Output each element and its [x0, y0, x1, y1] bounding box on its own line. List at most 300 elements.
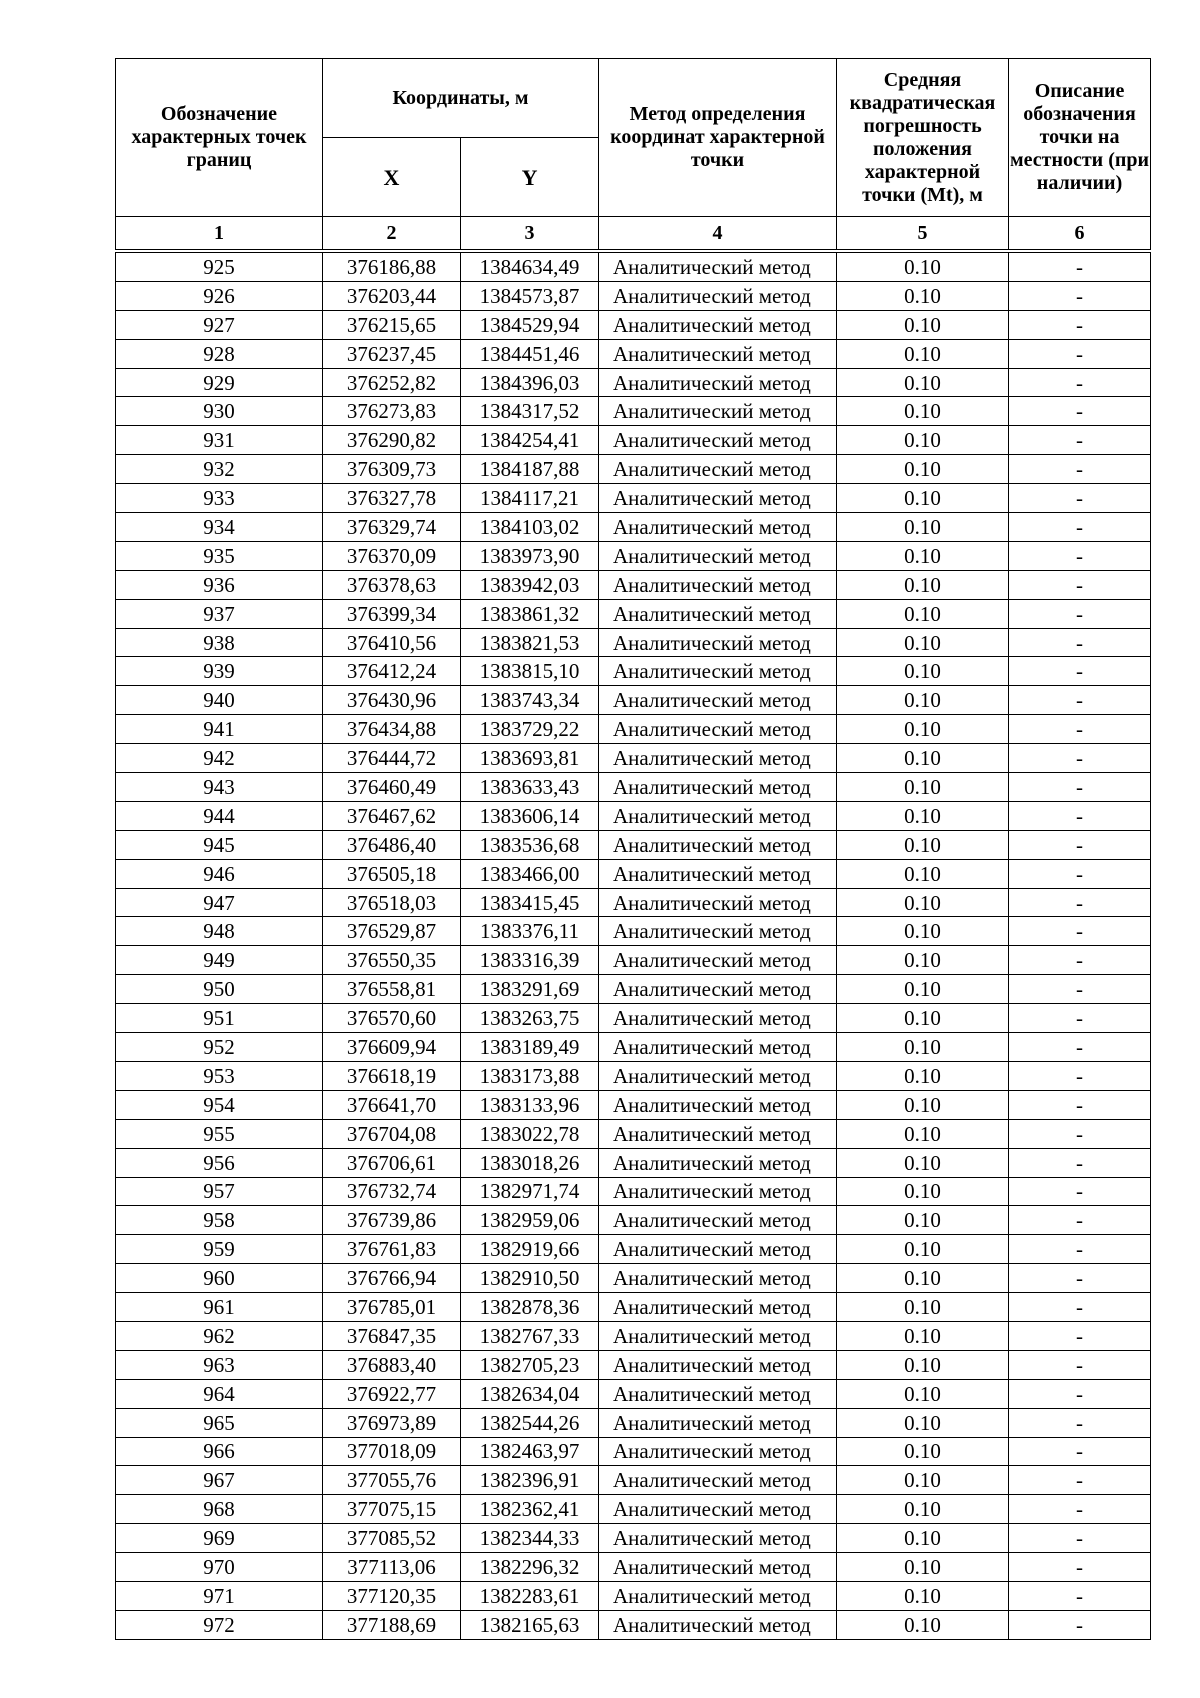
column-number: 5	[837, 217, 1009, 250]
cell-x: 376761,83	[323, 1235, 461, 1264]
cell-point-number: 952	[116, 1033, 323, 1062]
cell-description: -	[1009, 1437, 1151, 1466]
table-row	[116, 281, 1151, 310]
cell-method: Аналитический метод	[599, 1350, 837, 1379]
cell-method: Аналитический метод	[599, 455, 837, 484]
cell-description: -	[1009, 946, 1151, 975]
cell-x: 376739,86	[323, 1206, 461, 1235]
cell-x: 377188,69	[323, 1610, 461, 1639]
cell-method: Аналитический метод	[599, 1553, 837, 1582]
table-row	[116, 1524, 1151, 1553]
table-row	[116, 1235, 1151, 1264]
cell-method: Аналитический метод	[599, 1408, 837, 1437]
cell-description: -	[1009, 1610, 1151, 1639]
cell-error: 0.10	[837, 599, 1009, 628]
cell-point-number: 945	[116, 830, 323, 859]
cell-description: -	[1009, 1119, 1151, 1148]
cell-method: Аналитический метод	[599, 801, 837, 830]
cell-x: 376186,88	[323, 253, 461, 282]
table-header	[116, 59, 1151, 250]
cell-error: 0.10	[837, 281, 1009, 310]
cell-error: 0.10	[837, 1293, 1009, 1322]
cell-point-number: 966	[116, 1437, 323, 1466]
cell-y: 1383189,49	[461, 1033, 599, 1062]
table-row	[116, 1090, 1151, 1119]
table-row	[116, 1177, 1151, 1206]
cell-method: Аналитический метод	[599, 1466, 837, 1495]
cell-description: -	[1009, 628, 1151, 657]
cell-point-number: 968	[116, 1495, 323, 1524]
table-row	[116, 830, 1151, 859]
cell-point-number: 969	[116, 1524, 323, 1553]
cell-point-number: 925	[116, 253, 323, 282]
cell-point-number: 929	[116, 368, 323, 397]
cell-y: 1384396,03	[461, 368, 599, 397]
cell-x: 376203,44	[323, 281, 461, 310]
cell-point-number: 956	[116, 1148, 323, 1177]
cell-method: Аналитический метод	[599, 657, 837, 686]
table-row	[116, 339, 1151, 368]
cell-method: Аналитический метод	[599, 368, 837, 397]
cell-error: 0.10	[837, 1004, 1009, 1033]
cell-y: 1384117,21	[461, 484, 599, 513]
cell-error: 0.10	[837, 975, 1009, 1004]
cell-method: Аналитический метод	[599, 1321, 837, 1350]
cell-y: 1383743,34	[461, 686, 599, 715]
header-y: Y	[461, 138, 599, 217]
table-row	[116, 513, 1151, 542]
cell-y: 1382283,61	[461, 1581, 599, 1610]
cell-x: 376847,35	[323, 1321, 461, 1350]
cell-method: Аналитический метод	[599, 1524, 837, 1553]
cell-method: Аналитический метод	[599, 744, 837, 773]
cell-description: -	[1009, 801, 1151, 830]
cell-error: 0.10	[837, 513, 1009, 542]
cell-error: 0.10	[837, 1033, 1009, 1062]
cell-description: -	[1009, 1293, 1151, 1322]
cell-y: 1384573,87	[461, 281, 599, 310]
cell-point-number: 939	[116, 657, 323, 686]
cell-x: 376273,83	[323, 397, 461, 426]
table-row	[116, 570, 1151, 599]
table-row	[116, 801, 1151, 830]
cell-y: 1383729,22	[461, 715, 599, 744]
cell-method: Аналитический метод	[599, 1293, 837, 1322]
cell-method: Аналитический метод	[599, 281, 837, 310]
cell-point-number: 933	[116, 484, 323, 513]
table-row	[116, 1264, 1151, 1293]
cell-method: Аналитический метод	[599, 1119, 837, 1148]
cell-method: Аналитический метод	[599, 426, 837, 455]
header-coordinates: Координаты, м	[323, 59, 599, 138]
cell-point-number: 954	[116, 1090, 323, 1119]
cell-error: 0.10	[837, 541, 1009, 570]
cell-x: 376309,73	[323, 455, 461, 484]
cell-x: 377075,15	[323, 1495, 461, 1524]
cell-y: 1383693,81	[461, 744, 599, 773]
cell-y: 1384634,49	[461, 253, 599, 282]
cell-method: Аналитический метод	[599, 1177, 837, 1206]
cell-y: 1383415,45	[461, 888, 599, 917]
cell-x: 376378,63	[323, 570, 461, 599]
cell-method: Аналитический метод	[599, 1235, 837, 1264]
cell-error: 0.10	[837, 1466, 1009, 1495]
cell-point-number: 937	[116, 599, 323, 628]
table-row	[116, 426, 1151, 455]
cell-y: 1382165,63	[461, 1610, 599, 1639]
cell-method: Аналитический метод	[599, 1148, 837, 1177]
cell-x: 376550,35	[323, 946, 461, 975]
cell-description: -	[1009, 426, 1151, 455]
cell-error: 0.10	[837, 859, 1009, 888]
cell-error: 0.10	[837, 1581, 1009, 1610]
cell-description: -	[1009, 397, 1151, 426]
cell-error: 0.10	[837, 946, 1009, 975]
cell-error: 0.10	[837, 1350, 1009, 1379]
cell-method: Аналитический метод	[599, 1437, 837, 1466]
cell-x: 376609,94	[323, 1033, 461, 1062]
cell-method: Аналитический метод	[599, 946, 837, 975]
cell-point-number: 970	[116, 1553, 323, 1582]
cell-x: 376706,61	[323, 1148, 461, 1177]
cell-x: 376237,45	[323, 339, 461, 368]
table-row	[116, 1379, 1151, 1408]
cell-method: Аналитический метод	[599, 1004, 837, 1033]
cell-x: 376434,88	[323, 715, 461, 744]
cell-error: 0.10	[837, 1061, 1009, 1090]
cell-point-number: 965	[116, 1408, 323, 1437]
cell-description: -	[1009, 570, 1151, 599]
cell-y: 1383815,10	[461, 657, 599, 686]
cell-point-number: 958	[116, 1206, 323, 1235]
header-x: X	[323, 138, 461, 217]
cell-description: -	[1009, 1004, 1151, 1033]
cell-y: 1383633,43	[461, 773, 599, 802]
cell-x: 376704,08	[323, 1119, 461, 1148]
cell-method: Аналитический метод	[599, 1033, 837, 1062]
cell-x: 376641,70	[323, 1090, 461, 1119]
cell-point-number: 927	[116, 310, 323, 339]
cell-method: Аналитический метод	[599, 599, 837, 628]
cell-error: 0.10	[837, 1321, 1009, 1350]
column-number: 4	[599, 217, 837, 250]
cell-error: 0.10	[837, 1524, 1009, 1553]
cell-point-number: 960	[116, 1264, 323, 1293]
cell-method: Аналитический метод	[599, 859, 837, 888]
cell-x: 376444,72	[323, 744, 461, 773]
cell-y: 1384254,41	[461, 426, 599, 455]
cell-method: Аналитический метод	[599, 715, 837, 744]
cell-description: -	[1009, 599, 1151, 628]
cell-y: 1383133,96	[461, 1090, 599, 1119]
cell-error: 0.10	[837, 484, 1009, 513]
cell-y: 1383536,68	[461, 830, 599, 859]
cell-description: -	[1009, 455, 1151, 484]
cell-y: 1382971,74	[461, 1177, 599, 1206]
cell-y: 1383022,78	[461, 1119, 599, 1148]
table-row	[116, 1061, 1151, 1090]
cell-x: 376399,34	[323, 599, 461, 628]
boundary-points-table	[115, 58, 1151, 1640]
cell-method: Аналитический метод	[599, 1061, 837, 1090]
cell-y: 1382396,91	[461, 1466, 599, 1495]
cell-description: -	[1009, 1033, 1151, 1062]
cell-point-number: 941	[116, 715, 323, 744]
cell-point-number: 948	[116, 917, 323, 946]
cell-description: -	[1009, 1321, 1151, 1350]
cell-point-number: 938	[116, 628, 323, 657]
cell-x: 376412,24	[323, 657, 461, 686]
cell-point-number: 964	[116, 1379, 323, 1408]
cell-point-number: 944	[116, 801, 323, 830]
table-row	[116, 1004, 1151, 1033]
cell-x: 376370,09	[323, 541, 461, 570]
cell-x: 376327,78	[323, 484, 461, 513]
cell-x: 376215,65	[323, 310, 461, 339]
cell-y: 1382959,06	[461, 1206, 599, 1235]
cell-point-number: 955	[116, 1119, 323, 1148]
cell-x: 376460,49	[323, 773, 461, 802]
cell-x: 376973,89	[323, 1408, 461, 1437]
cell-point-number: 957	[116, 1177, 323, 1206]
cell-y: 1382878,36	[461, 1293, 599, 1322]
table-row	[116, 628, 1151, 657]
cell-description: -	[1009, 744, 1151, 773]
cell-x: 376785,01	[323, 1293, 461, 1322]
cell-y: 1382705,23	[461, 1350, 599, 1379]
cell-error: 0.10	[837, 1610, 1009, 1639]
cell-point-number: 967	[116, 1466, 323, 1495]
cell-y: 1384317,52	[461, 397, 599, 426]
cell-x: 376486,40	[323, 830, 461, 859]
cell-error: 0.10	[837, 1437, 1009, 1466]
table-row	[116, 1408, 1151, 1437]
cell-y: 1382634,04	[461, 1379, 599, 1408]
cell-error: 0.10	[837, 1148, 1009, 1177]
table-row	[116, 541, 1151, 570]
cell-method: Аналитический метод	[599, 570, 837, 599]
cell-y: 1382296,32	[461, 1553, 599, 1582]
table-row	[116, 715, 1151, 744]
table-row	[116, 859, 1151, 888]
cell-error: 0.10	[837, 310, 1009, 339]
table-row	[116, 1119, 1151, 1148]
cell-method: Аналитический метод	[599, 1495, 837, 1524]
cell-method: Аналитический метод	[599, 975, 837, 1004]
cell-description: -	[1009, 1177, 1151, 1206]
cell-error: 0.10	[837, 426, 1009, 455]
cell-error: 0.10	[837, 368, 1009, 397]
cell-point-number: 972	[116, 1610, 323, 1639]
table-row	[116, 1553, 1151, 1582]
cell-error: 0.10	[837, 253, 1009, 282]
cell-y: 1382344,33	[461, 1524, 599, 1553]
cell-description: -	[1009, 1090, 1151, 1119]
cell-error: 0.10	[837, 1495, 1009, 1524]
cell-description: -	[1009, 1466, 1151, 1495]
cell-y: 1383861,32	[461, 599, 599, 628]
cell-x: 376766,94	[323, 1264, 461, 1293]
cell-method: Аналитический метод	[599, 1379, 837, 1408]
cell-description: -	[1009, 1061, 1151, 1090]
table-row	[116, 1581, 1151, 1610]
cell-method: Аналитический метод	[599, 917, 837, 946]
cell-x: 376558,81	[323, 975, 461, 1004]
cell-y: 1383606,14	[461, 801, 599, 830]
cell-error: 0.10	[837, 1408, 1009, 1437]
cell-point-number: 962	[116, 1321, 323, 1350]
cell-point-number: 946	[116, 859, 323, 888]
cell-y: 1383466,00	[461, 859, 599, 888]
cell-point-number: 947	[116, 888, 323, 917]
cell-error: 0.10	[837, 1119, 1009, 1148]
cell-x: 376505,18	[323, 859, 461, 888]
cell-y: 1382767,33	[461, 1321, 599, 1350]
cell-y: 1383316,39	[461, 946, 599, 975]
cell-description: -	[1009, 975, 1151, 1004]
cell-x: 376252,82	[323, 368, 461, 397]
cell-x: 376290,82	[323, 426, 461, 455]
table-row	[116, 1321, 1151, 1350]
cell-x: 377055,76	[323, 1466, 461, 1495]
cell-description: -	[1009, 859, 1151, 888]
cell-y: 1383376,11	[461, 917, 599, 946]
cell-method: Аналитический метод	[599, 484, 837, 513]
cell-description: -	[1009, 686, 1151, 715]
cell-point-number: 940	[116, 686, 323, 715]
cell-error: 0.10	[837, 1235, 1009, 1264]
cell-description: -	[1009, 368, 1151, 397]
cell-description: -	[1009, 1206, 1151, 1235]
table-row	[116, 1033, 1151, 1062]
cell-point-number: 928	[116, 339, 323, 368]
column-number: 1	[116, 217, 323, 250]
cell-x: 377113,06	[323, 1553, 461, 1582]
cell-y: 1383018,26	[461, 1148, 599, 1177]
cell-y: 1384451,46	[461, 339, 599, 368]
cell-y: 1382362,41	[461, 1495, 599, 1524]
cell-point-number: 950	[116, 975, 323, 1004]
cell-y: 1384529,94	[461, 310, 599, 339]
column-number: 2	[323, 217, 461, 250]
table-row	[116, 744, 1151, 773]
header-method: Метод определения координат характерной точки	[599, 59, 837, 217]
cell-method: Аналитический метод	[599, 686, 837, 715]
cell-x: 376329,74	[323, 513, 461, 542]
cell-point-number: 935	[116, 541, 323, 570]
cell-description: -	[1009, 1495, 1151, 1524]
table-row	[116, 1350, 1151, 1379]
cell-method: Аналитический метод	[599, 1581, 837, 1610]
cell-description: -	[1009, 1553, 1151, 1582]
cell-method: Аналитический метод	[599, 1264, 837, 1293]
cell-x: 377018,09	[323, 1437, 461, 1466]
cell-description: -	[1009, 1408, 1151, 1437]
cell-description: -	[1009, 281, 1151, 310]
cell-point-number: 961	[116, 1293, 323, 1322]
cell-x: 376518,03	[323, 888, 461, 917]
cell-point-number: 951	[116, 1004, 323, 1033]
cell-error: 0.10	[837, 1206, 1009, 1235]
table-row	[116, 686, 1151, 715]
cell-x: 376922,77	[323, 1379, 461, 1408]
column-number: 6	[1009, 217, 1151, 250]
cell-y: 1383291,69	[461, 975, 599, 1004]
cell-description: -	[1009, 1524, 1151, 1553]
cell-error: 0.10	[837, 628, 1009, 657]
cell-x: 376410,56	[323, 628, 461, 657]
cell-description: -	[1009, 830, 1151, 859]
cell-point-number: 943	[116, 773, 323, 802]
cell-error: 0.10	[837, 657, 1009, 686]
cell-error: 0.10	[837, 1090, 1009, 1119]
cell-x: 376570,60	[323, 1004, 461, 1033]
cell-error: 0.10	[837, 917, 1009, 946]
cell-description: -	[1009, 310, 1151, 339]
cell-description: -	[1009, 513, 1151, 542]
cell-description: -	[1009, 888, 1151, 917]
cell-y: 1383973,90	[461, 541, 599, 570]
cell-method: Аналитический метод	[599, 541, 837, 570]
cell-method: Аналитический метод	[599, 1090, 837, 1119]
cell-method: Аналитический метод	[599, 339, 837, 368]
cell-error: 0.10	[837, 1379, 1009, 1408]
cell-point-number: 959	[116, 1235, 323, 1264]
table-row	[116, 484, 1151, 513]
cell-method: Аналитический метод	[599, 397, 837, 426]
cell-point-number: 930	[116, 397, 323, 426]
cell-error: 0.10	[837, 801, 1009, 830]
table-row	[116, 1610, 1151, 1639]
cell-error: 0.10	[837, 397, 1009, 426]
cell-y: 1383173,88	[461, 1061, 599, 1090]
table-row	[116, 1293, 1151, 1322]
table-row	[116, 1466, 1151, 1495]
table-row	[116, 368, 1151, 397]
cell-y: 1383942,03	[461, 570, 599, 599]
cell-point-number: 936	[116, 570, 323, 599]
cell-description: -	[1009, 339, 1151, 368]
header-point-designation: Обозначение характерных точек границ	[116, 59, 323, 217]
cell-error: 0.10	[837, 1553, 1009, 1582]
cell-y: 1382463,97	[461, 1437, 599, 1466]
cell-description: -	[1009, 1379, 1151, 1408]
cell-error: 0.10	[837, 773, 1009, 802]
document-page	[115, 58, 1150, 1640]
cell-description: -	[1009, 773, 1151, 802]
cell-description: -	[1009, 1235, 1151, 1264]
cell-point-number: 953	[116, 1061, 323, 1090]
cell-y: 1383263,75	[461, 1004, 599, 1033]
cell-x: 376732,74	[323, 1177, 461, 1206]
cell-error: 0.10	[837, 830, 1009, 859]
cell-description: -	[1009, 1264, 1151, 1293]
cell-method: Аналитический метод	[599, 628, 837, 657]
table-row	[116, 599, 1151, 628]
table-row	[116, 773, 1151, 802]
table-row	[116, 1148, 1151, 1177]
cell-point-number: 926	[116, 281, 323, 310]
cell-description: -	[1009, 484, 1151, 513]
cell-y: 1382910,50	[461, 1264, 599, 1293]
table-row	[116, 1495, 1151, 1524]
header-description: Описание обозначения точки на местности (при наличии)	[1009, 59, 1151, 217]
cell-description: -	[1009, 917, 1151, 946]
cell-x: 376883,40	[323, 1350, 461, 1379]
cell-x: 376430,96	[323, 686, 461, 715]
table-row	[116, 975, 1151, 1004]
table-row	[116, 253, 1151, 282]
